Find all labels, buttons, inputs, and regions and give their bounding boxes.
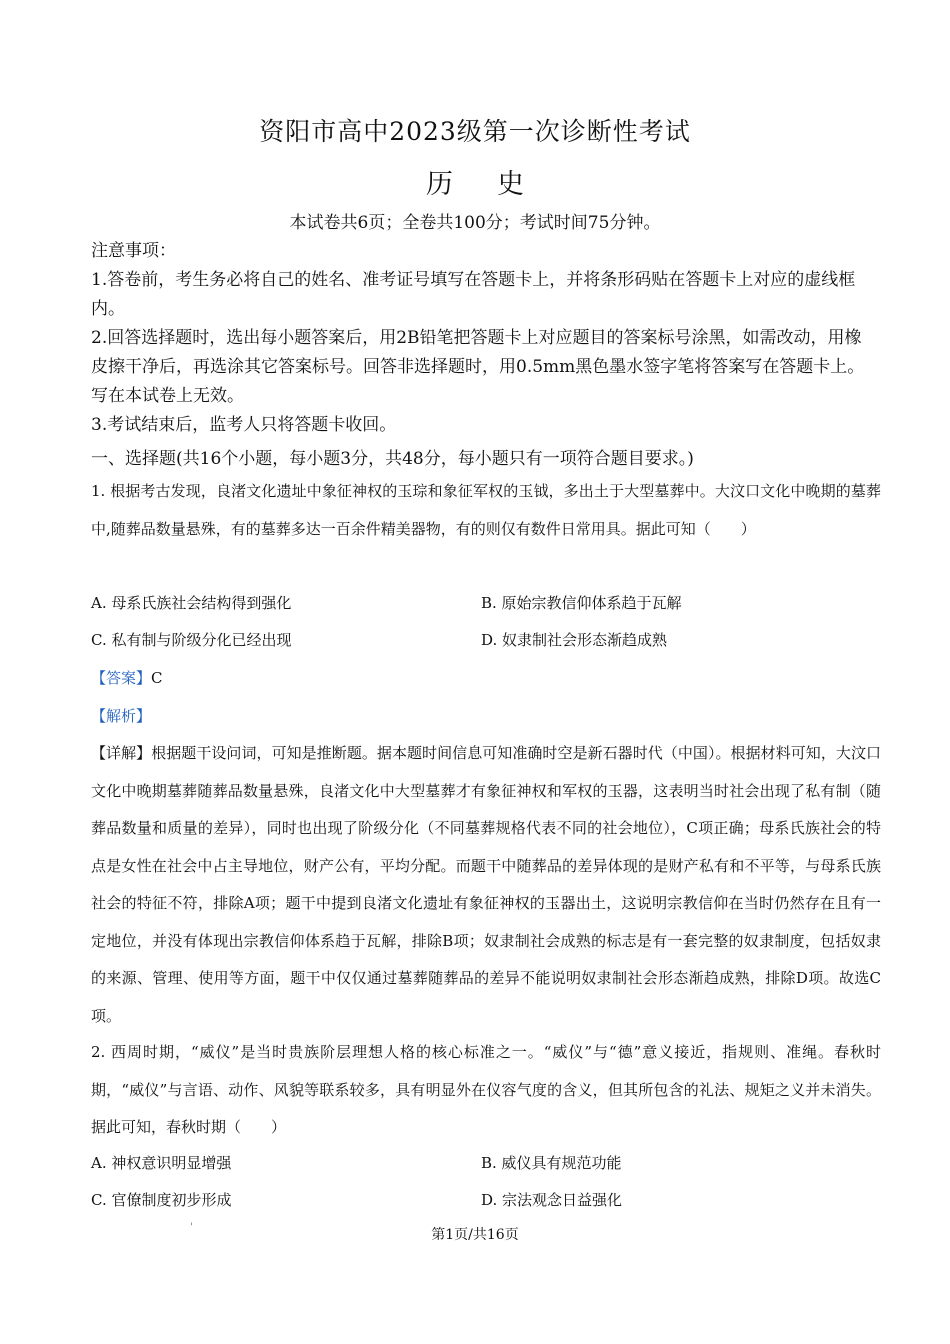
option-b: B. 原始宗教信仰体系趋于瓦解 <box>481 594 682 612</box>
notes-item: 2.回答选择题时，选出每小题答案后，用2B铅笔把答题卡上对应题目的答案标号涂黑，如需改动，用橡皮擦干净后，再选涂其它答案标号。回答非选择题时，用0.5mm黑色墨水签字笔将答案写在答题卡上。写在本试卷上无效。 <box>91 328 865 406</box>
section-heading: 一、选择题(共16个小题，每小题3分，共48分，每小题只有一项符合题目要求。) <box>91 449 694 469</box>
option-c: C. 私有制与阶级分化已经出现 <box>91 631 292 649</box>
notes-item: 3.考试结束后，监考人只将答题卡收回。 <box>91 415 397 435</box>
option-d: D. 宗法观念日益强化 <box>481 1191 623 1209</box>
question-1-detail: 【详解】根据题干设问词，可知是推断题。据本题时间信息可知准确时空是新石器时代（中国）。根据材料可知，大汶口文化中晚期墓葬随葬品数量悬殊，良渚文化中大型墓葬才有象征神权和军权的玉器，这表明当时社会出现了私有制（随葬品数量和质量的差异），同时也出现了阶级分化（不同墓葬规格代表不同的社会地位），C项正确；母系氏族社会的特点是女性在社会中占主导地位，财产公有，平均分配。而题干中随葬品的差异体现的是财产私有和不平等，与母系氏族社会的特征不符，排除A项；题干中提到良渚文化遗址有象征神权的玉器出土，这说明宗教信仰在当时仍然存在且有一定地位，并没有体现出宗教信仰体系趋于瓦解，排除B项；奴隶制社会成熟的标志是有一套完整的奴隶制度，包括奴隶的来源、管理、使用等方面，题干中仅仅通过墓葬随葬品的差异不能说明奴隶制社会形态渐趋成熟，排除D项。故选C项。 <box>91 744 881 1025</box>
option-c: C. 官僚制度初步形成 <box>91 1191 232 1209</box>
question-1-options <box>91 584 881 658</box>
option-d: D. 奴隶制社会形态渐趋成熟 <box>481 631 668 649</box>
notes-heading: 注意事项： <box>91 241 176 261</box>
page-footer: 第1页/共16页 <box>431 1227 519 1243</box>
exam-title: 资阳市高中2023级第一次诊断性考试 <box>259 117 691 146</box>
answer-label: 【答案】 <box>91 669 152 687</box>
analysis-label: 【解析】 <box>91 707 152 725</box>
option-b: B. 威仪具有规范功能 <box>481 1154 622 1172</box>
notes-item: 1.答卷前，考生务必将自己的姓名、准考证号填写在答题卡上，并将条形码贴在答题卡上对应的虚线框内。 <box>91 270 856 319</box>
answer-value: C <box>151 669 163 687</box>
subject-char-2: 史 <box>497 169 524 200</box>
subject-title <box>0 162 950 201</box>
question-2-stem: 2. 西周时期，“威仪”是当时贵族阶层理想人格的核心标准之一。“威仪”与“德”意义接近，指规则、准绳。春秋时期，“威仪”与言语、动作、风貌等联系较多，具有明显外在仪容气度的含义，但其所包含的礼法、规矩之义并未消失。据此可知，春秋时期（ ） <box>91 1043 881 1136</box>
exam-info: 本试卷共6页；全卷共100分；考试时间75分钟。 <box>289 213 661 233</box>
option-a: A. 母系氏族社会结构得到强化 <box>91 594 292 612</box>
stray-mark: ' <box>190 1222 193 1233</box>
answer-line <box>91 667 163 688</box>
notes-block <box>91 237 871 440</box>
subject-char-1: 历 <box>426 169 453 200</box>
question-2-options <box>91 1144 881 1218</box>
question-1-stem: 1. 根据考古发现，良渚文化遗址中象征神权的玉琮和象征军权的玉钺，多出土于大型墓葬中。大汶口文化中晚期的墓葬中,随葬品数量悬殊，有的墓葬多达一百余件精美器物，有的则仅有数件日常用具。据此可知（ ） <box>91 482 881 538</box>
option-a: A. 神权意识明显增强 <box>91 1154 232 1172</box>
